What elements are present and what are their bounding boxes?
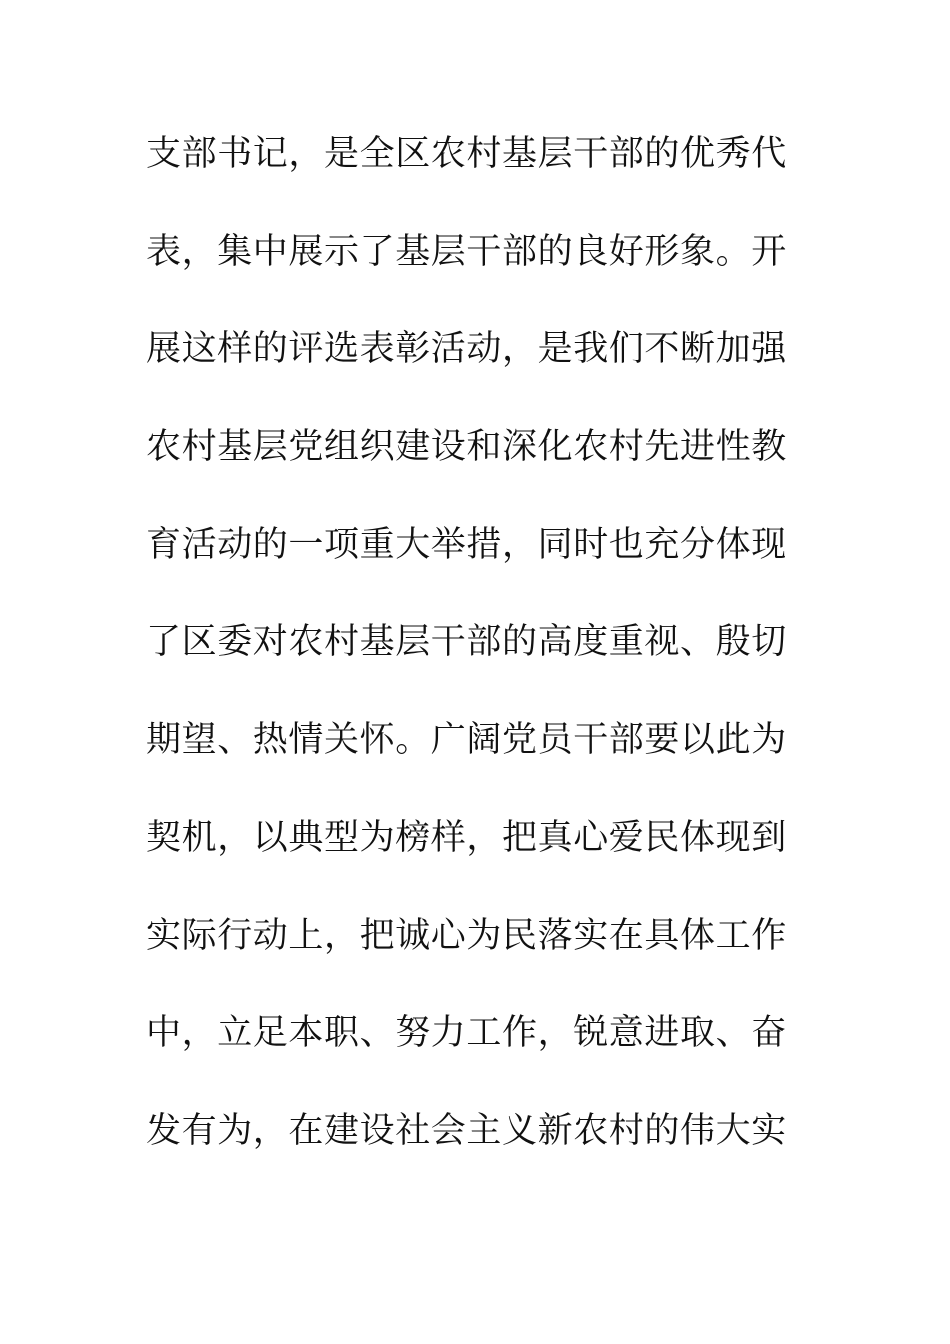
text-line: 发有为，在建设社会主义新农村的伟大实 <box>146 1110 787 1151</box>
text-line: 了区委对农村基层干部的高度重视、殷切 <box>146 622 787 663</box>
text-line: 表，集中展示了基层干部的良好形象。开 <box>146 231 787 272</box>
text-line: 实际行动上，把诚心为民落实在具体工作 <box>146 915 787 956</box>
text-line: 中，立足本职、努力工作，锐意进取、奋 <box>146 1013 787 1054</box>
text-line: 期望、热情关怀。广阔党员干部要以此为 <box>146 720 787 761</box>
text-line: 农村基层党组织建设和深化农村先进性教 <box>146 427 787 468</box>
text-line: 支部书记，是全区农村基层干部的优秀代 <box>146 134 787 174</box>
text-line: 展这样的评选表彰活动，是我们不断加强 <box>146 329 787 370</box>
text-line: 契机，以典型为榜样，把真心爱民体现到 <box>146 817 787 858</box>
text-line: 育活动的一项重大举措，同时也充分体现 <box>146 524 787 565</box>
body-text <box>146 126 806 1201</box>
